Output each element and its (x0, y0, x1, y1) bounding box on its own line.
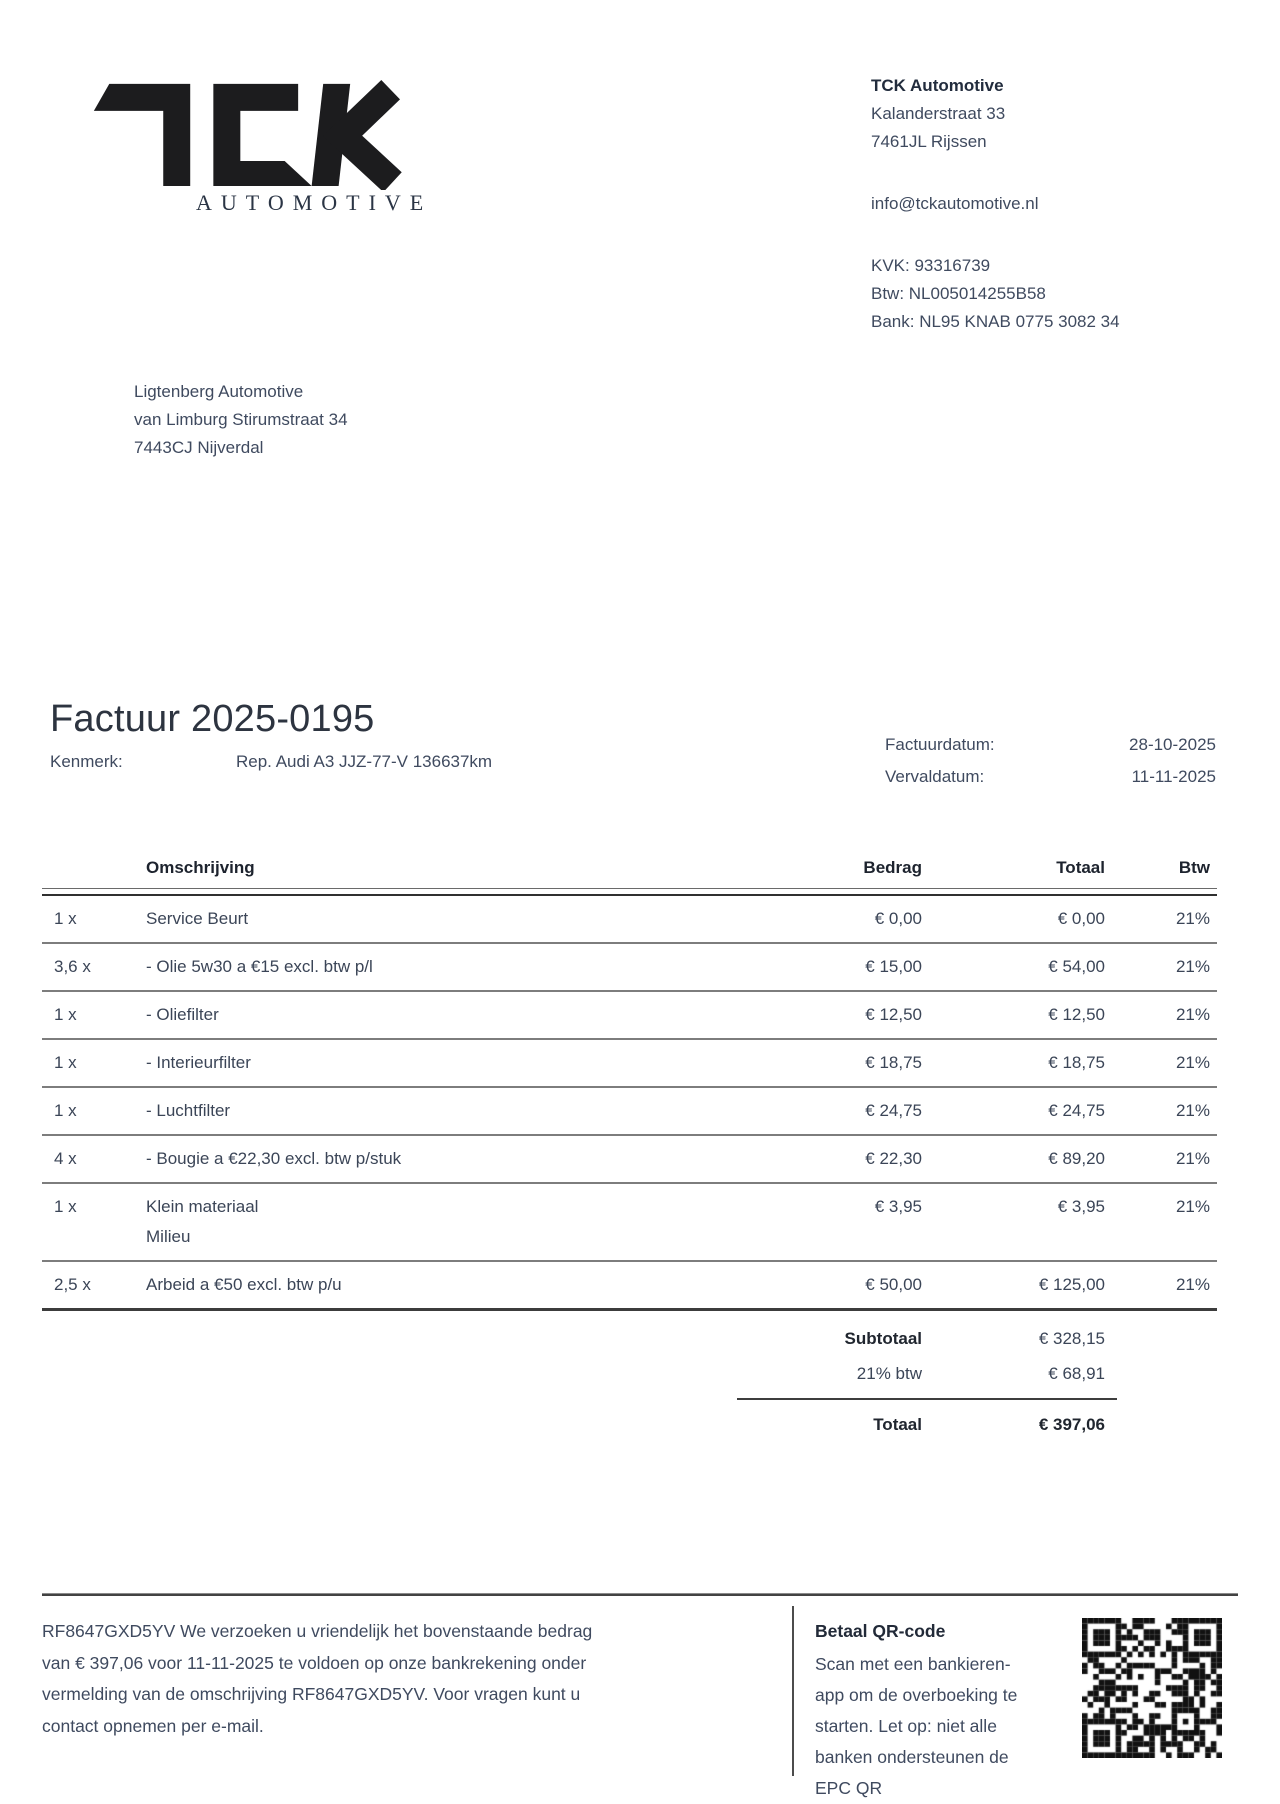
factuurdatum-value: 28-10-2025 (1129, 735, 1216, 754)
table-row (42, 1040, 1217, 1088)
qr-text-line: Scan met een bankieren- (815, 1654, 1011, 1674)
row-bedrag: € 3,95 (874, 1197, 922, 1216)
row-quantity: 1 x (54, 1005, 77, 1024)
table-row (42, 1136, 1217, 1184)
company-address-line1: Kalanderstraat 33 (871, 104, 1006, 123)
row-quantity: 3,6 x (54, 957, 91, 976)
company-logo (90, 78, 408, 195)
row-quantity: 1 x (54, 909, 77, 928)
row-btw: 21% (1175, 1005, 1210, 1024)
kenmerk-value: Rep. Audi A3 JJZ-77-V 136637km (236, 752, 493, 771)
payment-line: van € 397,06 voor 11-11-2025 te voldoen op onze bankrekening onder (42, 1652, 587, 1673)
payment-line: contact opnemen per e-mail. (42, 1715, 264, 1736)
row-description: - Oliefilter (146, 1005, 219, 1024)
totals-block (42, 1321, 1217, 1442)
line-items-table (42, 848, 1217, 1442)
footer-divider (42, 1593, 1238, 1596)
total-value: € 397,06 (1038, 1414, 1105, 1434)
payment-instructions (42, 1616, 742, 1742)
logo-subtitle: AUTOMOTIVE (196, 190, 433, 215)
header-bedrag: Bedrag (863, 858, 922, 877)
factuurdatum-label: Factuurdatum: (885, 735, 995, 754)
row-bedrag: € 0,00 (874, 909, 922, 928)
row-bedrag: € 18,75 (865, 1053, 922, 1072)
company-bank: Bank: NL95 KNAB 0775 3082 34 (871, 312, 1120, 331)
row-description: - Olie 5w30 a €15 excl. btw p/l (146, 957, 373, 976)
total-label: Totaal (873, 1414, 922, 1434)
row-btw: 21% (1175, 1101, 1210, 1120)
header-btw: Btw (1178, 858, 1210, 877)
row-btw: 21% (1175, 957, 1210, 976)
row-totaal: € 18,75 (1048, 1053, 1105, 1072)
kenmerk-label: Kenmerk: (50, 752, 123, 771)
row-btw: 21% (1175, 1197, 1210, 1216)
payment-line: vermelding van de omschrijving RF8647GXD5YV. Voor vragen kunt u (42, 1684, 581, 1704)
customer-address-line2: 7443CJ Nijverdal (134, 438, 264, 457)
table-body (42, 896, 1217, 1311)
row-description: - Luchtfilter (146, 1101, 231, 1120)
row-bedrag: € 12,50 (865, 1005, 922, 1024)
row-bedrag: € 22,30 (865, 1149, 922, 1168)
qr-text-line: app om de overboeking te (815, 1685, 1018, 1705)
qr-info-block (815, 1616, 1065, 1804)
tck-logo-icon (90, 78, 408, 190)
invoice-title: Factuur 2025-0195 (50, 698, 375, 740)
customer-address-line1: van Limburg Stirumstraat 34 (134, 410, 348, 429)
row-btw: 21% (1175, 1053, 1210, 1072)
customer-address-block (134, 378, 348, 462)
company-address-line2: 7461JL Rijssen (871, 132, 987, 151)
row-btw: 21% (1175, 1149, 1210, 1168)
vervaldatum-label: Vervaldatum: (885, 767, 985, 786)
qr-text-line: starten. Let op: niet alle (815, 1716, 997, 1736)
vat-value: € 68,91 (1048, 1363, 1105, 1383)
row-bedrag: € 50,00 (865, 1275, 922, 1294)
row-totaal: € 54,00 (1048, 957, 1105, 976)
row-totaal: € 0,00 (1057, 909, 1105, 928)
customer-name: Ligtenberg Automotive (134, 382, 304, 401)
row-totaal: € 12,50 (1048, 1005, 1105, 1024)
qr-text-line: banken ondersteunen de (815, 1747, 1009, 1767)
row-bedrag: € 15,00 (865, 957, 922, 976)
row-totaal: € 24,75 (1048, 1101, 1105, 1120)
row-quantity: 4 x (54, 1149, 77, 1168)
row-description: - Bougie a €22,30 excl. btw p/stuk (146, 1149, 402, 1168)
row-bedrag: € 24,75 (865, 1101, 922, 1120)
row-quantity: 2,5 x (54, 1275, 91, 1294)
row-totaal: € 3,95 (1057, 1197, 1105, 1216)
subtotal-label: Subtotaal (844, 1328, 922, 1348)
qr-title: Betaal QR-code (815, 1621, 946, 1641)
header-divider (42, 888, 1217, 896)
company-name: TCK Automotive (871, 76, 1004, 95)
row-quantity: 1 x (54, 1197, 77, 1216)
table-row (42, 1184, 1217, 1262)
company-btw: Btw: NL005014255B58 (871, 284, 1046, 303)
vat-label: 21% btw (856, 1363, 922, 1383)
row-description: Service Beurt (146, 909, 249, 928)
header-omschrijving: Omschrijving (146, 858, 255, 877)
qr-text-line: EPC QR (815, 1778, 883, 1798)
header-totaal: Totaal (1056, 858, 1105, 877)
total-divider (737, 1398, 1117, 1400)
table-header-row (42, 848, 1217, 888)
table-row (42, 1262, 1217, 1311)
table-row (42, 944, 1217, 992)
row-totaal: € 125,00 (1038, 1275, 1105, 1294)
row-description: Klein materiaal Milieu (146, 1197, 259, 1246)
row-btw: 21% (1175, 909, 1210, 928)
row-quantity: 1 x (54, 1101, 77, 1120)
row-description: Arbeid a €50 excl. btw p/u (146, 1275, 342, 1294)
invoice-dates-block (885, 729, 1216, 793)
table-row (42, 992, 1217, 1040)
table-row (42, 896, 1217, 944)
vervaldatum-value: 11-11-2025 (1131, 767, 1216, 786)
company-info-block (871, 72, 1120, 336)
company-kvk: KVK: 93316739 (871, 256, 991, 275)
subtotal-value: € 328,15 (1038, 1328, 1105, 1348)
row-btw: 21% (1175, 1275, 1210, 1294)
company-email: info@tckautomotive.nl (871, 194, 1039, 213)
table-row (42, 1088, 1217, 1136)
kenmerk-row (50, 752, 493, 776)
payment-line: RF8647GXD5YV We verzoeken u vriendelijk het bovenstaande bedrag (42, 1621, 593, 1641)
row-description: - Interieurfilter (146, 1053, 251, 1072)
row-totaal: € 89,20 (1048, 1149, 1105, 1168)
row-quantity: 1 x (54, 1053, 77, 1072)
footer-vertical-divider (792, 1606, 794, 1776)
payment-qr-code (1082, 1618, 1222, 1758)
